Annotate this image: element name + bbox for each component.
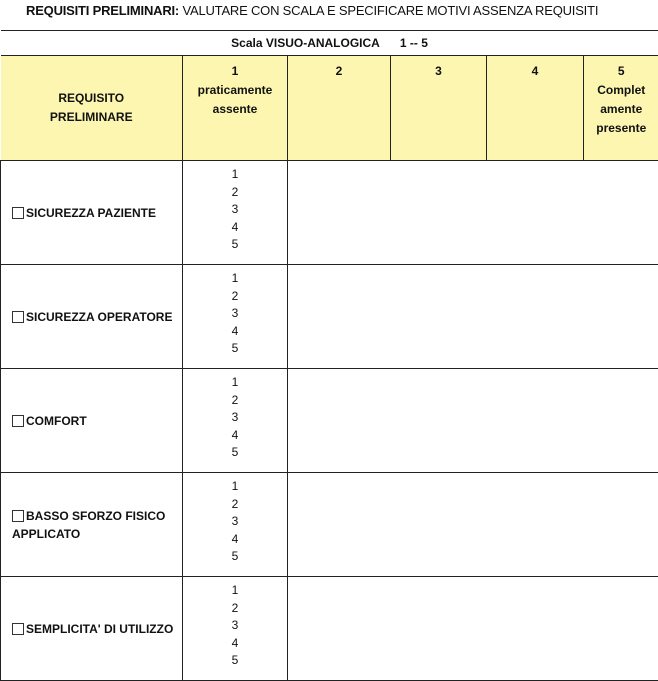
checkbox[interactable]	[12, 415, 24, 427]
column-3-number: 3	[391, 62, 486, 81]
requirement-header-text: REQUISITO PRELIMINARE	[36, 89, 146, 127]
scale-label: Scala VISUO-ANALOGICA	[231, 36, 380, 50]
scale-value: 1	[183, 478, 287, 496]
scale-values-cell	[183, 369, 288, 473]
scale-value: 5	[183, 444, 287, 462]
column-5-subtitle: Complet amente presente	[591, 81, 651, 138]
scale-value: 3	[183, 617, 287, 635]
notes-cell[interactable]	[288, 161, 658, 265]
scale-value: 2	[183, 392, 287, 410]
scale-values-cell	[183, 265, 288, 369]
checkbox[interactable]	[12, 207, 24, 219]
column-1-subtitle: praticamente assente	[190, 81, 280, 119]
requirement-label-cell	[1, 577, 183, 681]
scale-value: 3	[183, 409, 287, 427]
column-2-number: 2	[288, 62, 390, 81]
scale-range: 1 -- 5	[400, 36, 428, 50]
column-header-3	[391, 56, 487, 161]
scale-value: 3	[183, 305, 287, 323]
scale-value: 5	[183, 236, 287, 254]
column-1-number: 1	[183, 62, 287, 81]
scale-values-cell	[183, 473, 288, 577]
scale-value: 1	[183, 582, 287, 600]
notes-cell[interactable]	[288, 265, 658, 369]
notes-cell[interactable]	[288, 577, 658, 681]
scale-value: 5	[183, 340, 287, 358]
scale-value: 5	[183, 652, 287, 670]
scale-value: 4	[183, 323, 287, 341]
scale-values-cell	[183, 161, 288, 265]
requirement-label-cell	[1, 473, 183, 577]
column-header-requirement	[1, 56, 183, 161]
scale-value: 1	[183, 166, 287, 184]
title-rest: VALUTARE CON SCALA E SPECIFICARE MOTIVI ASSENZA REQUISITI	[179, 3, 598, 18]
notes-cell[interactable]	[288, 369, 658, 473]
checkbox[interactable]	[12, 510, 24, 522]
column-5-number: 5	[584, 62, 658, 81]
column-header-4	[487, 56, 584, 161]
requirement-label: SICUREZZA PAZIENTE	[26, 206, 156, 220]
table-row	[1, 265, 658, 369]
requirement-label: BASSO SFORZO FISICO APPLICATO	[12, 509, 165, 541]
column-header-1	[183, 56, 288, 161]
scale-value: 3	[183, 513, 287, 531]
requirements-table	[0, 30, 658, 681]
column-header-5	[584, 56, 658, 161]
scale-values-cell	[183, 577, 288, 681]
scale-caption	[1, 31, 658, 56]
checkbox[interactable]	[12, 623, 24, 635]
scale-value: 2	[183, 496, 287, 514]
requirement-label-cell	[1, 265, 183, 369]
column-4-number: 4	[487, 62, 583, 81]
title-bold: REQUISITI PRELIMINARI:	[26, 3, 179, 18]
scale-value: 4	[183, 219, 287, 237]
scale-value: 4	[183, 531, 287, 549]
requirement-label-cell	[1, 161, 183, 265]
scale-value: 2	[183, 600, 287, 618]
scale-value: 2	[183, 184, 287, 202]
scale-value: 4	[183, 635, 287, 653]
scale-row	[1, 31, 658, 56]
table-row	[1, 161, 658, 265]
requirement-label: SICUREZZA OPERATORE	[26, 310, 172, 324]
scale-value: 2	[183, 288, 287, 306]
requirement-label-cell	[1, 369, 183, 473]
scale-value: 5	[183, 548, 287, 566]
checkbox[interactable]	[12, 311, 24, 323]
table-row	[1, 473, 658, 577]
requirement-label: COMFORT	[26, 414, 87, 428]
notes-cell[interactable]	[288, 473, 658, 577]
column-header-2	[288, 56, 391, 161]
header-row	[1, 56, 658, 161]
requirement-label: SEMPLICITA' DI UTILIZZO	[26, 622, 173, 636]
scale-value: 1	[183, 270, 287, 288]
page-title	[26, 2, 658, 20]
scale-value: 1	[183, 374, 287, 392]
scale-value: 3	[183, 201, 287, 219]
table-row	[1, 577, 658, 681]
scale-value: 4	[183, 427, 287, 445]
table-row	[1, 369, 658, 473]
